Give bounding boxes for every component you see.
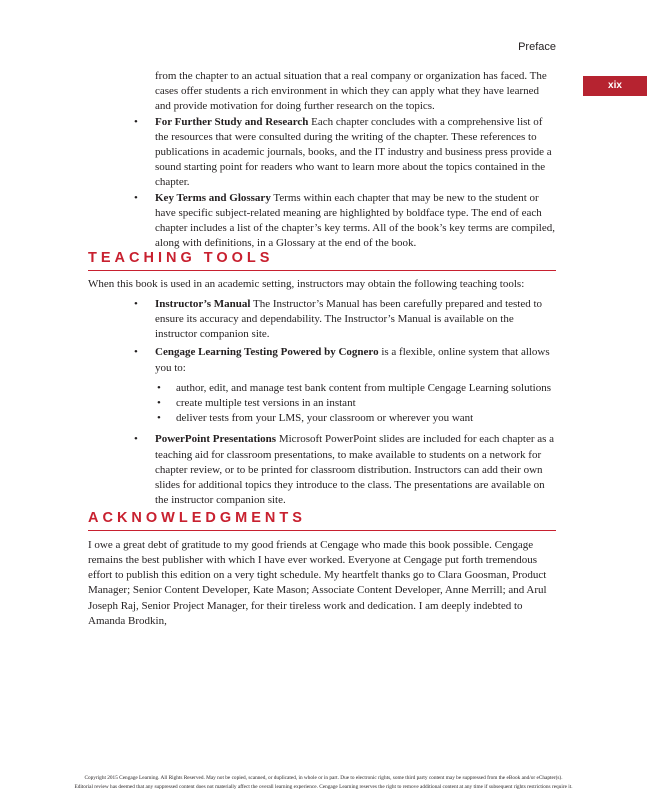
list-item — [155, 191, 556, 252]
list-item — [155, 115, 556, 191]
page-number-tab: xix — [583, 76, 647, 96]
sub-list-item: • author, edit, and manage test bank content from multiple Cengage Learning solutions — [176, 381, 556, 396]
section-heading-acknowledgments: ACKNOWLEDGMENTS — [88, 511, 556, 530]
running-header: Preface — [518, 41, 556, 53]
footer-line: Copyright 2015 Cengage Learning. All Rights Reserved. May not be copied, scanned, or duplicated, in whole or in part. Due to electronic rights, some third party content may be suppressed from the eBook and/or eChapter(s). — [84, 775, 563, 781]
teaching-tools-list — [88, 297, 556, 509]
continued-paragraph: from the chapter to an actual situation that a real company or organization has faced. The cases offer students a rich environment in which they can apply what they have learned and provide motivation for doing further research on the topics. — [155, 70, 547, 113]
sub-list-item: • deliver tests from your LMS, your classroom or wherever you want — [176, 411, 556, 426]
footer-line: Editorial review has deemed that any suppressed content does not materially affect the overall learning experience. Cengage Learning reserves the right to remove additional content at any time if subsequent rights restrictions require it. — [74, 784, 573, 790]
term-label: Key Terms and Glossary — [155, 191, 271, 204]
list-item — [155, 345, 556, 426]
term-description: Each chapter concludes with a comprehensive list of the resources that were consulted during the writing of the chapter. These references to publications in academic journals, books, and the IT industry and business press provide a sound starting point for readers who want to learn more about the topics contained in the chapter. — [155, 115, 552, 189]
cognero-features-list — [155, 381, 556, 427]
page-body — [88, 69, 556, 629]
copyright-footer — [0, 774, 647, 792]
feature-list — [88, 115, 556, 252]
term-label: PowerPoint Presentations — [155, 433, 277, 446]
acknowledgments-paragraph: I owe a great debt of gratitude to my good friends at Cengage who made this book possible. Cengage remains the best publisher with which I have ever worked. Everyone at Cengage put forth tremendous effort to publish this edition on a very tight schedule. My heartfelt thanks go to Clara Goosman, Product Manager; Senior Content Developer, Kate Mason; Associate Content Developer, Anne Merrill; and Arul Joseph Raj, Senior Project Manager, for their tireless work and dedication. I am deeply indebted to Amanda Brodkin, — [88, 538, 547, 627]
term-description: is a flexible, online system that allows you to: — [155, 346, 550, 374]
term-label: Cengage Learning Testing Powered by Cognero — [155, 346, 379, 359]
term-label: Instructor’s Manual — [155, 297, 251, 310]
term-description: Microsoft PowerPoint slides are included for each chapter as a teaching aid for classroom presentations, to make available to students on a network for chapter review, or to be printed for classroom distribution. Instructors can add their own slides for additional topics they introduce to the class. The presentations are available on the instructor companion site. — [155, 433, 555, 507]
section-heading-teaching-tools: TEACHING TOOLS — [88, 251, 556, 270]
list-item — [155, 297, 556, 343]
list-item — [155, 432, 556, 508]
teaching-intro: When this book is used in an academic setting, instructors may obtain the following teaching tools: — [88, 277, 525, 290]
sub-list-item: • create multiple test versions in an instant — [176, 396, 556, 411]
term-description: Terms within each chapter that may be new to the student or have specific subject-related meaning are highlighted by boldface type. The end of each chapter includes a list of the chapter’s key terms. All of the book’s key terms are compiled, along with definitions, in a Glossary at the end of the book. — [155, 191, 555, 250]
term-description: The Instructor’s Manual has been carefully prepared and tested to ensure its accuracy and dependability. The Instructor’s Manual is available on the instructor companion site. — [155, 297, 543, 341]
term-label: For Further Study and Research — [155, 115, 309, 128]
